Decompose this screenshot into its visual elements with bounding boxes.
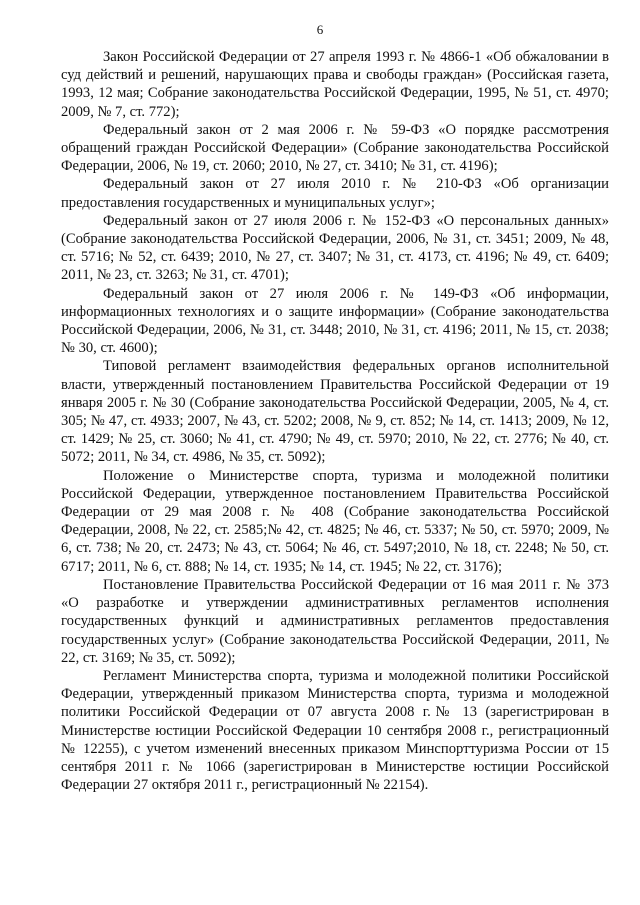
paragraph: Федеральный закон от 27 июля 2010 г. № 210-ФЗ «Об организации предоставления государственных и муниципальных услуг»;: [61, 176, 609, 211]
paragraph: Регламент Министерства спорта, туризма и молодежной политики Российской Федерации, утвержденный приказом Министерства спорта, туризма и молодежной политики Российской Федерации от 07 августа 2008 г.№ 13 (зарегистрирован в Министерстве юстиции Российской Федерации 10 сентября 2008 г., регистрационный № 12255), с учетом изменений внесенных приказом Минспорттуризма России от 15 сентября 2011 г. № 1066 (зарегистрирован в Министерстве юстиции Российской Федерации 27 октября 2011 г., регистрационный № 22154).: [61, 667, 609, 794]
paragraph: Положение о Министерстве спорта, туризма и молодежной политики Российской Федерации, утвержденное постановлением Правительства Российской Федерации от 29 мая 2008 г. № 408 (Собрание законодательства Российской Федерации, 2008, № 22, ст. 2585;№ 42, ст. 4825; № 46, ст. 5337; № 50, ст. 5970; 2009, № 6, ст. 738; № 20, ст. 2473; № 43, ст. 5064; № 46, ст. 5497;2010, № 18, ст. 2248; № 50, ст. 6717; 2011, № 6, ст. 888; № 14, ст. 1935; № 14, ст. 1945; № 22, ст. 3176);: [61, 467, 609, 575]
paragraph: Федеральный закон от 2 мая 2006 г. № 59-ФЗ «О порядке рассмотрения обращений граждан Российской Федерации» (Собрание законодательства Российской Федерации, 2006, № 19, ст. 2060; 2010, № 27, ст. 3410; № 31, ст. 4196);: [61, 121, 609, 175]
paragraph: Типовой регламент взаимодействия федеральных органов исполнительной власти, утвержденный постановлением Правительства Российской Федерации от 19 января 2005 г. № 30 (Собрание законодательства Российской Федерации, 2005, № 4, ст. 305; № 47, ст. 4933; 2007, № 43, ст. 5202; 2008, № 9, ст. 852; № 14, ст. 1413; 2009, № 12, ст. 1429; № 25, ст. 3060; № 41, ст. 4790; № 49, ст. 5970; 2010, № 22, ст. 2776; № 40, ст. 5072; 2011, № 34, ст. 4986, № 35, ст. 5092);: [61, 358, 609, 466]
paragraph: Закон Российской Федерации от 27 апреля 1993 г. № 4866-1 «Об обжаловании в суд действий и решений, нарушающих права и свободы граждан» (Российская газета, 1993, 12 мая; Собрание законодательства Российской Федерации, 1995, № 51, ст. 4970; 2009, № 7, ст. 772);: [61, 49, 609, 120]
paragraph: Федеральный закон от 27 июля 2006 г. № 149-ФЗ «Об информации, информационных технологиях и о защите информации» (Собрание законодательства Российской Федерации, 2006, № 31, ст. 3448; 2010, № 31, ст. 4196; 2011, № 15, ст. 2038; № 30, ст. 4600);: [61, 285, 609, 357]
document-body: [61, 48, 609, 794]
paragraph: Постановление Правительства Российской Федерации от 16 мая 2011 г. № 373 «О разработке и утверждении административных регламентов исполнения государственных функций и административных регламентов предоставления государственных услуг» (Собрание законодательства Российской Федерации, 2011, № 22, ст. 3169; № 35, ст. 5092);: [61, 576, 609, 666]
paragraph: Федеральный закон от 27 июля 2006 г. № 152-ФЗ «О персональных данных» (Собрание законодательства Российской Федерации, 2006, № 31, ст. 3451; 2009, № 48, ст. 5716; № 52, ст. 6439; 2010, № 27, ст. 3407; № 31, ст. 4173, ст. 4196; № 49, ст. 6409; 2011, № 23, ст. 3263; № 31, ст. 4701);: [61, 212, 609, 284]
page-number: 6: [316, 22, 324, 37]
